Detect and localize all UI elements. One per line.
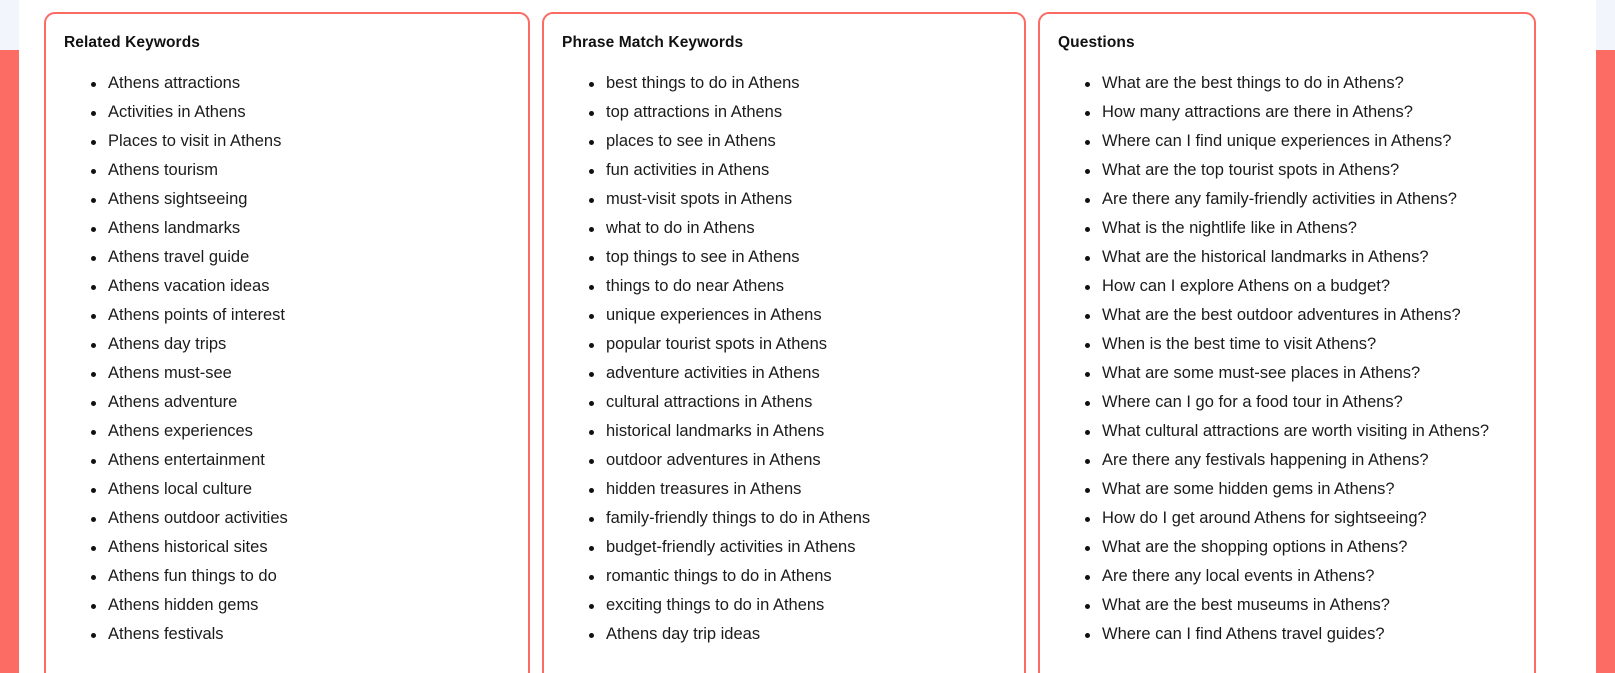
list-item[interactable]: Are there any family-friendly activities in Athens? <box>1058 185 1516 214</box>
list-item[interactable]: What are the best museums in Athens? <box>1058 591 1516 620</box>
list-item[interactable]: Athens attractions <box>64 69 510 98</box>
list-item[interactable]: What are the historical landmarks in Athens? <box>1058 243 1516 272</box>
list-item[interactable]: What is the nightlife like in Athens? <box>1058 214 1516 243</box>
list-item[interactable]: Activities in Athens <box>64 98 510 127</box>
list-item[interactable]: Athens must-see <box>64 359 510 388</box>
list-item[interactable]: Places to visit in Athens <box>64 127 510 156</box>
list-item[interactable]: fun activities in Athens <box>562 156 1006 185</box>
left-accent-bar <box>0 50 19 673</box>
list-item[interactable]: places to see in Athens <box>562 127 1006 156</box>
list-item[interactable]: Are there any local events in Athens? <box>1058 562 1516 591</box>
list-item[interactable]: Athens outdoor activities <box>64 504 510 533</box>
list-item[interactable]: outdoor adventures in Athens <box>562 446 1006 475</box>
list-item[interactable]: popular tourist spots in Athens <box>562 330 1006 359</box>
list-item[interactable]: family-friendly things to do in Athens <box>562 504 1006 533</box>
list-item[interactable]: romantic things to do in Athens <box>562 562 1006 591</box>
list-item[interactable]: cultural attractions in Athens <box>562 388 1006 417</box>
list-item[interactable]: Athens local culture <box>64 475 510 504</box>
list-item[interactable]: Athens landmarks <box>64 214 510 243</box>
related-keywords-list <box>64 69 510 649</box>
list-item[interactable]: What are some hidden gems in Athens? <box>1058 475 1516 504</box>
phrase-match-keywords-list <box>562 69 1006 649</box>
card-questions <box>1038 12 1536 673</box>
list-item[interactable]: top things to see in Athens <box>562 243 1006 272</box>
card-title-related-keywords: Related Keywords <box>64 34 200 51</box>
list-item[interactable]: How do I get around Athens for sightseeing? <box>1058 504 1516 533</box>
right-accent-bar <box>1596 50 1615 673</box>
list-item[interactable]: Athens historical sites <box>64 533 510 562</box>
list-item[interactable]: budget-friendly activities in Athens <box>562 533 1006 562</box>
list-item[interactable]: Athens tourism <box>64 156 510 185</box>
list-item[interactable]: How can I explore Athens on a budget? <box>1058 272 1516 301</box>
questions-list <box>1058 69 1516 649</box>
list-item[interactable]: Are there any festivals happening in Athens? <box>1058 446 1516 475</box>
list-item[interactable]: exciting things to do in Athens <box>562 591 1006 620</box>
list-item[interactable]: Where can I find unique experiences in Athens? <box>1058 127 1516 156</box>
list-item[interactable]: What are the best outdoor adventures in Athens? <box>1058 301 1516 330</box>
list-item[interactable]: What cultural attractions are worth visiting in Athens? <box>1058 417 1516 446</box>
list-item[interactable]: Where can I go for a food tour in Athens? <box>1058 388 1516 417</box>
list-item[interactable]: adventure activities in Athens <box>562 359 1006 388</box>
list-item[interactable]: unique experiences in Athens <box>562 301 1006 330</box>
list-item[interactable]: When is the best time to visit Athens? <box>1058 330 1516 359</box>
list-item[interactable]: What are some must-see places in Athens? <box>1058 359 1516 388</box>
list-item[interactable]: Athens day trip ideas <box>562 620 1006 649</box>
list-item[interactable]: What are the top tourist spots in Athens? <box>1058 156 1516 185</box>
list-item[interactable]: top attractions in Athens <box>562 98 1006 127</box>
list-item[interactable]: best things to do in Athens <box>562 69 1006 98</box>
card-title-phrase-match-keywords: Phrase Match Keywords <box>562 34 744 51</box>
card-phrase-match-keywords <box>542 12 1026 673</box>
list-item[interactable]: historical landmarks in Athens <box>562 417 1006 446</box>
list-item[interactable]: Athens vacation ideas <box>64 272 510 301</box>
list-item[interactable]: Athens adventure <box>64 388 510 417</box>
card-related-keywords <box>44 12 530 673</box>
list-item[interactable]: must-visit spots in Athens <box>562 185 1006 214</box>
top-left-strip <box>0 0 19 50</box>
list-item[interactable]: Athens festivals <box>64 620 510 649</box>
list-item[interactable]: Where can I find Athens travel guides? <box>1058 620 1516 649</box>
list-item[interactable]: Athens sightseeing <box>64 185 510 214</box>
card-title-questions: Questions <box>1058 34 1135 51</box>
list-item[interactable]: things to do near Athens <box>562 272 1006 301</box>
keyword-cards-board <box>44 12 1534 673</box>
list-item[interactable]: Athens entertainment <box>64 446 510 475</box>
list-item[interactable]: what to do in Athens <box>562 214 1006 243</box>
list-item[interactable]: Athens experiences <box>64 417 510 446</box>
list-item[interactable]: Athens hidden gems <box>64 591 510 620</box>
list-item[interactable]: Athens travel guide <box>64 243 510 272</box>
top-right-strip <box>1596 0 1615 50</box>
list-item[interactable]: How many attractions are there in Athens? <box>1058 98 1516 127</box>
list-item[interactable]: Athens points of interest <box>64 301 510 330</box>
list-item[interactable]: Athens day trips <box>64 330 510 359</box>
list-item[interactable]: What are the shopping options in Athens? <box>1058 533 1516 562</box>
list-item[interactable]: Athens fun things to do <box>64 562 510 591</box>
list-item[interactable]: What are the best things to do in Athens? <box>1058 69 1516 98</box>
list-item[interactable]: hidden treasures in Athens <box>562 475 1006 504</box>
